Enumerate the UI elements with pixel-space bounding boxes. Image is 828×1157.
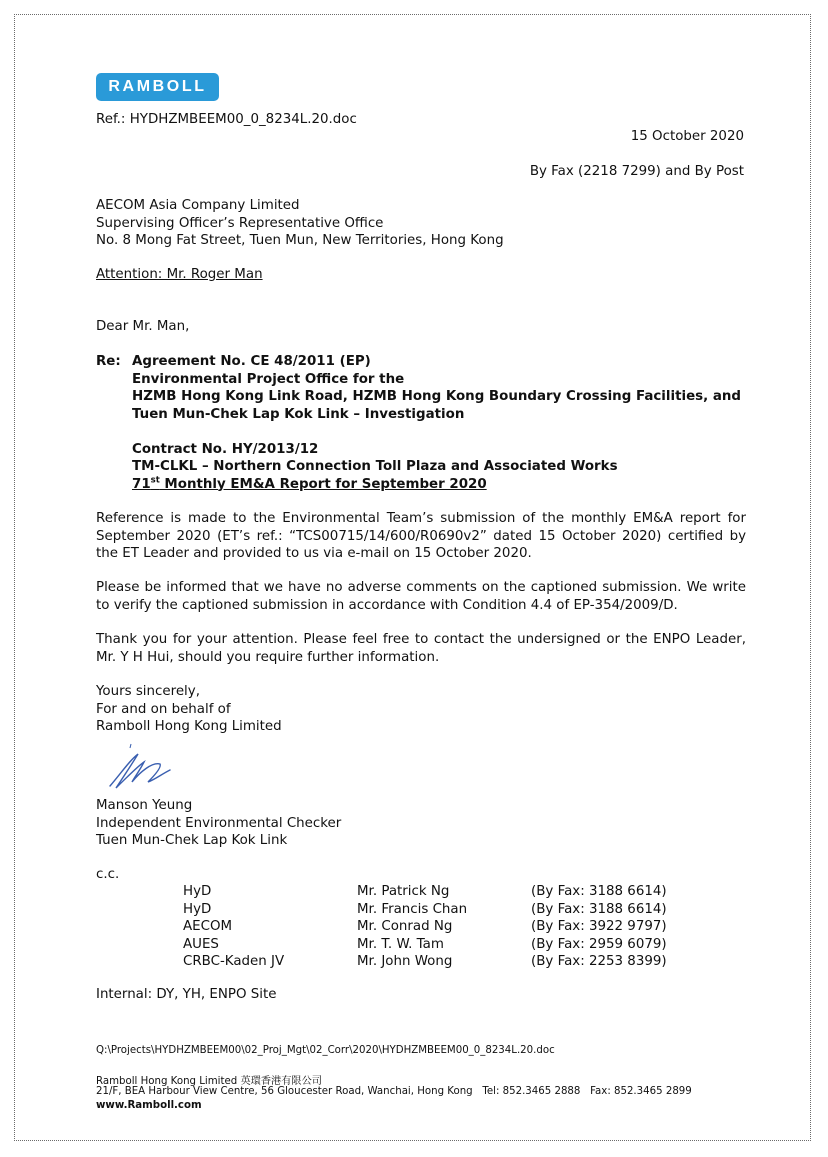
file-path: Q:\Projects\HYDHZMBEEM00\02_Proj_Mgt\02_Corr\2020\HYDHZMBEEM00_0_8234L.20.doc [96,1045,555,1056]
cc-org: AECOM [183,919,233,934]
internal-distribution: Internal: DY, YH, ENPO Site [96,987,277,1002]
cc-org: CRBC-Kaden JV [183,954,285,969]
cc-row [0,901,700,919]
delivery-method: By Fax (2218 7299) and By Post [529,164,744,179]
address-line: No. 8 Mong Fat Street, Tuen Mun, New Territories, Hong Kong [96,233,504,248]
report-title [132,476,487,494]
re-label: Re: [96,354,121,369]
subject-line: Environmental Project Office for the [132,371,405,387]
cc-row [0,953,700,971]
report-number: 71 [132,476,151,492]
reference-number: Ref.: HYDHZMBEEM00_0_8234L.20.doc [96,112,357,127]
cc-row [0,936,700,954]
ramboll-logo: RAMBOLL [96,73,219,101]
footer-street: 21/F, BEA Harbour View Centre, 56 Gloucester Road, Wanchai, Hong Kong [96,1086,473,1097]
cc-org: HyD [183,901,212,917]
cc-name: Mr. Conrad Ng [357,919,453,934]
footer-address [96,1086,692,1097]
closing-line: Ramboll Hong Kong Limited [96,719,282,734]
footer-tel: Tel: 852.3465 2888 [482,1086,581,1097]
cc-fax: (By Fax: 2253 8399) [531,954,667,969]
cc-row [0,883,700,901]
body-paragraph: Please be informed that we have no adverse comments on the captioned submission. We write to verify the captioned submission in accordance with Condition 4.4 of EP-354/2009/D. [96,580,746,613]
footer-company: Ramboll Hong Kong Limited 英環香港有限公司 [96,1076,322,1087]
subject-line: Tuen Mun-Chek Lap Kok Link – Investigation [132,406,465,422]
letter-date: 15 October 2020 [630,129,744,144]
cc-name: Mr. John Wong [357,954,453,969]
cc-fax: (By Fax: 3922 9797) [531,919,667,934]
cc-org: AUES [183,936,219,952]
subject-line: HZMB Hong Kong Link Road, HZMB Hong Kong Boundary Crossing Facilities, and [132,389,742,404]
cc-row [0,918,700,936]
page-border [14,14,811,1141]
address-line: Supervising Officer’s Representative Office [96,215,384,231]
signatory-name: Manson Yeung [96,798,193,813]
contract-line: Contract No. HY/2013/12 [132,441,319,457]
footer-fax: Fax: 852.3465 2899 [590,1086,692,1097]
cc-fax: (By Fax: 3188 6614) [531,884,667,899]
cc-name: Mr. Francis Chan [357,901,468,917]
cc-org: HyD [183,884,212,899]
handwritten-signature [100,742,180,794]
footer-website[interactable]: www.Ramboll.com [96,1100,202,1111]
closing-line: For and on behalf of [96,701,231,717]
body-paragraph: Thank you for your attention. Please feel free to contact the undersigned or the ENPO Leader, Mr. Y H Hui, should you require further information. [96,632,746,665]
signatory-project: Tuen Mun-Chek Lap Kok Link [96,833,288,848]
cc-fax: (By Fax: 3188 6614) [531,901,667,917]
signatory-title: Independent Environmental Checker [96,815,342,831]
contract-line: TM-CLKL – Northern Connection Toll Plaza and Associated Works [132,459,618,474]
cc-label: c.c. [96,867,120,882]
address-line: AECOM Asia Company Limited [96,198,300,213]
report-number-suffix: st [150,475,160,486]
cc-name: Mr. T. W. Tam [357,936,444,952]
salutation: Dear Mr. Man, [96,319,190,334]
closing-line: Yours sincerely, [96,684,200,699]
body-paragraph: Reference is made to the Environmental Team’s submission of the monthly EM&A report for September 2020 (ET’s ref.: “TCS00715/14/600/R0690v2” dated 15 October 2020) certified by the ET Leader and provided to us via e-mail on 15 October 2020. [96,511,746,561]
cc-name: Mr. Patrick Ng [357,884,450,899]
cc-fax: (By Fax: 2959 6079) [531,936,667,952]
report-title-text: Monthly EM&A Report for September 2020 [159,476,487,492]
subject-line: Agreement No. CE 48/2011 (EP) [132,354,371,369]
attention-line: Attention: Mr. Roger Man [96,267,263,282]
